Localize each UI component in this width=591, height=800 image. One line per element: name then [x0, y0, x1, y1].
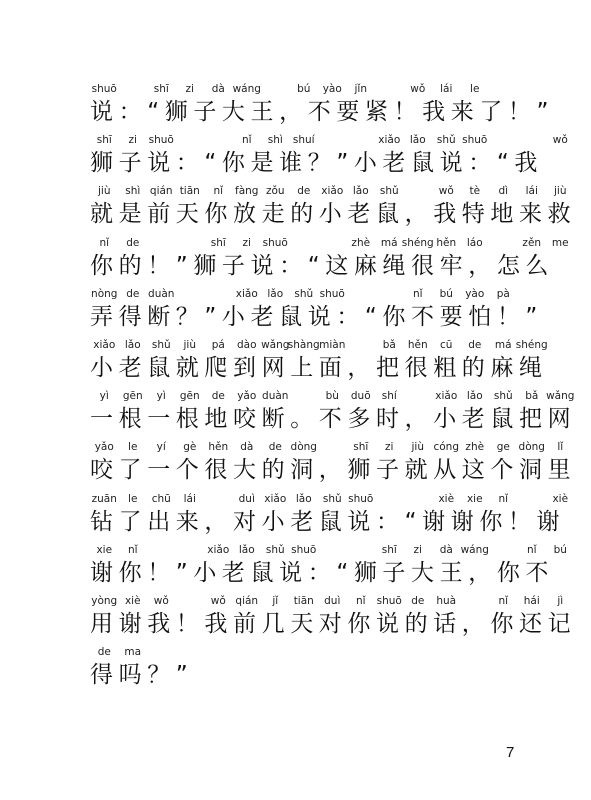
text-line — [90, 82, 555, 125]
pinyin-row — [90, 82, 550, 96]
pinyin-syllable: shī — [96, 134, 112, 147]
pinyin-syllable: yì — [99, 390, 109, 403]
pinyin-syllable: wǒ — [210, 595, 226, 607]
pinyin-syllable: láo — [466, 236, 483, 249]
text-line — [90, 287, 550, 330]
pinyin-syllable: lǐ — [557, 441, 564, 454]
pinyin-syllable: shàng — [287, 339, 320, 351]
pinyin-syllable: xiǎo — [207, 543, 230, 556]
pinyin-syllable: lǎo — [124, 339, 141, 351]
pinyin-syllable: nǐ — [526, 543, 537, 556]
pinyin-syllable: nǐ — [498, 595, 509, 607]
pinyin-syllable: yǎo — [237, 390, 257, 403]
pinyin-syllable: shéng — [401, 236, 434, 249]
pinyin-syllable: bǎ — [382, 339, 396, 351]
pinyin-syllable: me — [551, 236, 569, 249]
pinyin-syllable: shī — [381, 543, 397, 556]
pinyin-syllable: zhè — [465, 441, 485, 454]
pinyin-syllable: miàn — [319, 339, 346, 351]
pinyin-syllable: lǎo — [267, 287, 284, 300]
pinyin-row — [90, 440, 564, 454]
pinyin-syllable: shuō — [462, 134, 488, 147]
pinyin-syllable: xiǎo — [93, 339, 116, 351]
pinyin-syllable: lǎo — [409, 134, 426, 147]
pinyin-syllable: lái — [525, 185, 538, 198]
pinyin-syllable: shuō — [291, 543, 317, 556]
pinyin-syllable: de — [211, 390, 225, 403]
hanzi-row: 就是前天你放走的小老鼠，我特地来救 — [90, 201, 577, 228]
text-line — [90, 492, 569, 535]
pinyin-syllable: de — [126, 287, 140, 300]
pinyin-syllable: hěn — [407, 339, 428, 351]
pinyin-syllable: bú — [553, 543, 567, 556]
pinyin-syllable: zi — [413, 543, 422, 556]
pinyin-syllable: xiǎo — [435, 390, 458, 403]
hanzi-row: 狮子说：“你是谁？”小老鼠说：“我 — [90, 150, 543, 177]
pinyin-syllable: le — [470, 83, 480, 95]
pinyin-syllable: wǎng — [261, 339, 290, 351]
pinyin-syllable: nòng — [91, 287, 118, 300]
pinyin-syllable: de — [268, 441, 282, 454]
pinyin-syllable: xiǎo — [264, 492, 287, 505]
pinyin-syllable: zi — [242, 236, 251, 249]
pinyin-syllable: duàn — [262, 390, 289, 403]
hanzi-row: 咬了一个很大的洞，狮子就从这个洞里 — [90, 457, 577, 484]
pinyin-syllable: xie — [96, 543, 113, 556]
pinyin-syllable: dòng — [518, 441, 545, 454]
pinyin-syllable: bǎ — [525, 390, 539, 403]
pinyin-syllable: shuō — [376, 595, 402, 607]
pinyin-syllable: má — [494, 339, 512, 351]
pinyin-syllable: shǔ — [322, 492, 342, 505]
pinyin-syllable: qián — [149, 185, 173, 198]
pinyin-syllable: shì — [125, 185, 141, 198]
pinyin-syllable: jǐ — [272, 595, 279, 607]
pinyin-syllable: tè — [469, 185, 481, 198]
pinyin-syllable: jiù — [411, 441, 424, 454]
pinyin-syllable: shuō — [262, 236, 288, 249]
pinyin-syllable: ma — [124, 646, 142, 659]
pinyin-syllable: wáng — [460, 543, 489, 556]
pinyin-syllable: jiù — [183, 339, 196, 351]
pinyin-syllable: de — [411, 595, 425, 607]
pinyin-syllable: nǐ — [99, 236, 110, 249]
pinyin-row — [90, 492, 569, 506]
pinyin-syllable: le — [128, 492, 138, 505]
page-number: 7 — [506, 744, 515, 761]
pinyin-syllable: lái — [440, 83, 453, 95]
pinyin-syllable: wǒ — [153, 595, 169, 607]
pinyin-syllable: xiǎo — [378, 134, 401, 147]
pinyin-syllable: shéng — [515, 339, 548, 351]
pinyin-syllable: qián — [235, 595, 259, 607]
hanzi-row: 弄得断？”小老鼠说：“你不要怕！” — [90, 303, 543, 330]
pinyin-syllable: gēn — [122, 390, 143, 403]
pinyin-syllable: shǔ — [151, 339, 171, 351]
pinyin-row — [90, 645, 550, 659]
pinyin-syllable: lǎo — [238, 543, 255, 556]
pinyin-syllable: wǒ — [410, 83, 426, 95]
pinyin-syllable: yòng — [91, 595, 118, 607]
pinyin-syllable: yǎo — [94, 441, 114, 454]
pinyin-syllable: nǐ — [241, 134, 252, 147]
text-line — [90, 236, 569, 279]
pinyin-syllable: dà — [439, 543, 453, 556]
text-line — [90, 389, 577, 433]
pinyin-syllable: zi — [185, 83, 194, 95]
pinyin-syllable: shī — [153, 83, 169, 95]
pinyin-syllable: wǒ — [438, 185, 454, 198]
pinyin-syllable: lǎo — [352, 185, 369, 198]
pinyin-row — [90, 543, 567, 557]
pinyin-syllable: lǎo — [466, 390, 483, 403]
pinyin-syllable: yào — [465, 287, 485, 300]
pinyin-syllable: pà — [496, 287, 510, 300]
pinyin-syllable: dà — [211, 83, 225, 95]
pinyin-row — [90, 389, 575, 403]
pinyin-syllable: zi — [128, 134, 137, 147]
pinyin-syllable: tiān — [293, 595, 314, 607]
pinyin-syllable: duàn — [148, 287, 175, 300]
pinyin-syllable: cū — [440, 339, 453, 351]
pinyin-syllable: hěn — [436, 236, 457, 249]
pinyin-row — [90, 338, 550, 352]
pinyin-syllable: jiù — [554, 185, 567, 198]
hanzi-row: 得吗？” — [90, 662, 194, 689]
pinyin-syllable: shǔ — [265, 543, 285, 556]
pinyin-syllable: hěn — [208, 441, 229, 454]
pinyin-syllable: fàng — [235, 185, 259, 198]
pinyin-syllable: shuí — [292, 134, 315, 147]
pinyin-syllable: shuō — [148, 134, 174, 147]
pinyin-syllable: hái — [523, 595, 540, 607]
hanzi-row: 你的！”狮子说：“这麻绳很牢，怎么 — [90, 252, 555, 279]
pinyin-syllable: bú — [439, 287, 453, 300]
pinyin-syllable: lái — [183, 492, 196, 505]
pinyin-syllable: yí — [156, 441, 166, 454]
pinyin-syllable: nǐ — [355, 595, 366, 607]
pinyin-syllable: zi — [385, 441, 394, 454]
pinyin-syllable: gēn — [179, 390, 200, 403]
hanzi-row: 用谢我！我前几天对你说的话，你还记 — [90, 611, 577, 637]
pinyin-syllable: má — [380, 236, 398, 249]
pinyin-syllable: xiè — [124, 595, 141, 607]
pinyin-syllable: dào — [236, 339, 257, 351]
pinyin-syllable: dòng — [290, 441, 317, 454]
text-line — [90, 645, 550, 689]
pinyin-syllable: wǒ — [552, 134, 568, 147]
text-line — [90, 543, 567, 586]
hanzi-row: 谢你！”小老鼠说：“狮子大王，你不 — [90, 559, 555, 586]
text-line — [90, 594, 577, 637]
pinyin-syllable: shǔ — [294, 287, 314, 300]
pinyin-syllable: xiǎo — [235, 287, 258, 300]
pinyin-syllable: yào — [322, 83, 342, 95]
pinyin-syllable: zhè — [351, 236, 371, 249]
pinyin-row — [90, 287, 550, 301]
pinyin-syllable: nǐ — [127, 543, 138, 556]
hanzi-row: 说：“狮子大王，不要紧！我来了！” — [90, 99, 555, 125]
pinyin-syllable: zěn — [522, 236, 542, 249]
pinyin-syllable: shǔ — [436, 134, 456, 147]
pinyin-syllable: gè — [183, 441, 197, 454]
pinyin-syllable: wǎng — [546, 390, 575, 403]
pinyin-syllable: duì — [324, 595, 341, 607]
hanzi-row: 一根一根地咬断。不多时，小老鼠把网 — [90, 406, 577, 433]
pinyin-row — [90, 594, 564, 608]
pinyin-syllable: bù — [325, 390, 339, 403]
pinyin-syllable: cóng — [433, 441, 460, 454]
pinyin-syllable: de — [468, 339, 482, 351]
pinyin-syllable: ge — [496, 441, 510, 454]
pinyin-row — [90, 184, 567, 198]
pinyin-syllable: pá — [211, 339, 225, 351]
hanzi-row: 小老鼠就爬到网上面，把很粗的麻绳 — [90, 355, 548, 381]
pinyin-syllable: chū — [151, 492, 171, 505]
pinyin-syllable: shǔ — [493, 390, 513, 403]
pinyin-syllable: shí — [381, 390, 397, 403]
pinyin-syllable: wáng — [232, 83, 261, 95]
text-line — [90, 440, 577, 484]
pinyin-syllable: tiān — [179, 185, 200, 198]
pinyin-syllable: shuō — [91, 83, 117, 95]
pinyin-syllable: shuō — [319, 287, 345, 300]
pinyin-syllable: nǐ — [213, 185, 224, 198]
pinyin-syllable: de — [97, 646, 111, 659]
pinyin-syllable: nǐ — [498, 492, 509, 505]
pinyin-syllable: de — [126, 236, 140, 249]
pinyin-row — [90, 133, 568, 147]
pinyin-syllable: de — [297, 185, 311, 198]
pinyin-syllable: huà — [436, 595, 457, 607]
text-line — [90, 133, 568, 177]
pinyin-syllable: bú — [297, 83, 311, 95]
pinyin-syllable: xie — [466, 492, 483, 505]
pinyin-syllable: le — [128, 441, 138, 454]
pinyin-syllable: zǒu — [265, 185, 285, 198]
pinyin-syllable: dì — [498, 185, 509, 198]
pinyin-syllable: duō — [350, 390, 371, 403]
pinyin-syllable: yì — [156, 390, 166, 403]
text-line — [90, 184, 577, 228]
pinyin-row — [90, 236, 569, 250]
pinyin-syllable: xiè — [552, 492, 569, 505]
pinyin-syllable: shuō — [348, 492, 374, 505]
pinyin-syllable: jiù — [98, 185, 111, 198]
pinyin-syllable: shī — [353, 441, 369, 454]
pinyin-syllable: dà — [240, 441, 254, 454]
pinyin-syllable: zuān — [91, 492, 117, 505]
pinyin-syllable: duì — [238, 492, 255, 505]
pinyin-syllable: lǎo — [295, 492, 312, 505]
pinyin-syllable: xiǎo — [321, 185, 344, 198]
pinyin-syllable: shì — [267, 134, 283, 147]
pinyin-syllable: shǔ — [379, 185, 399, 198]
pinyin-syllable: jì — [557, 595, 564, 607]
pinyin-syllable: xiè — [438, 492, 455, 505]
pinyin-syllable: jǐn — [354, 83, 367, 95]
pinyin-syllable: nǐ — [412, 287, 423, 300]
pinyin-syllable: shī — [210, 236, 226, 249]
text-line — [90, 338, 550, 381]
hanzi-row: 钻了出来，对小老鼠说：“谢谢你！谢 — [90, 508, 566, 535]
